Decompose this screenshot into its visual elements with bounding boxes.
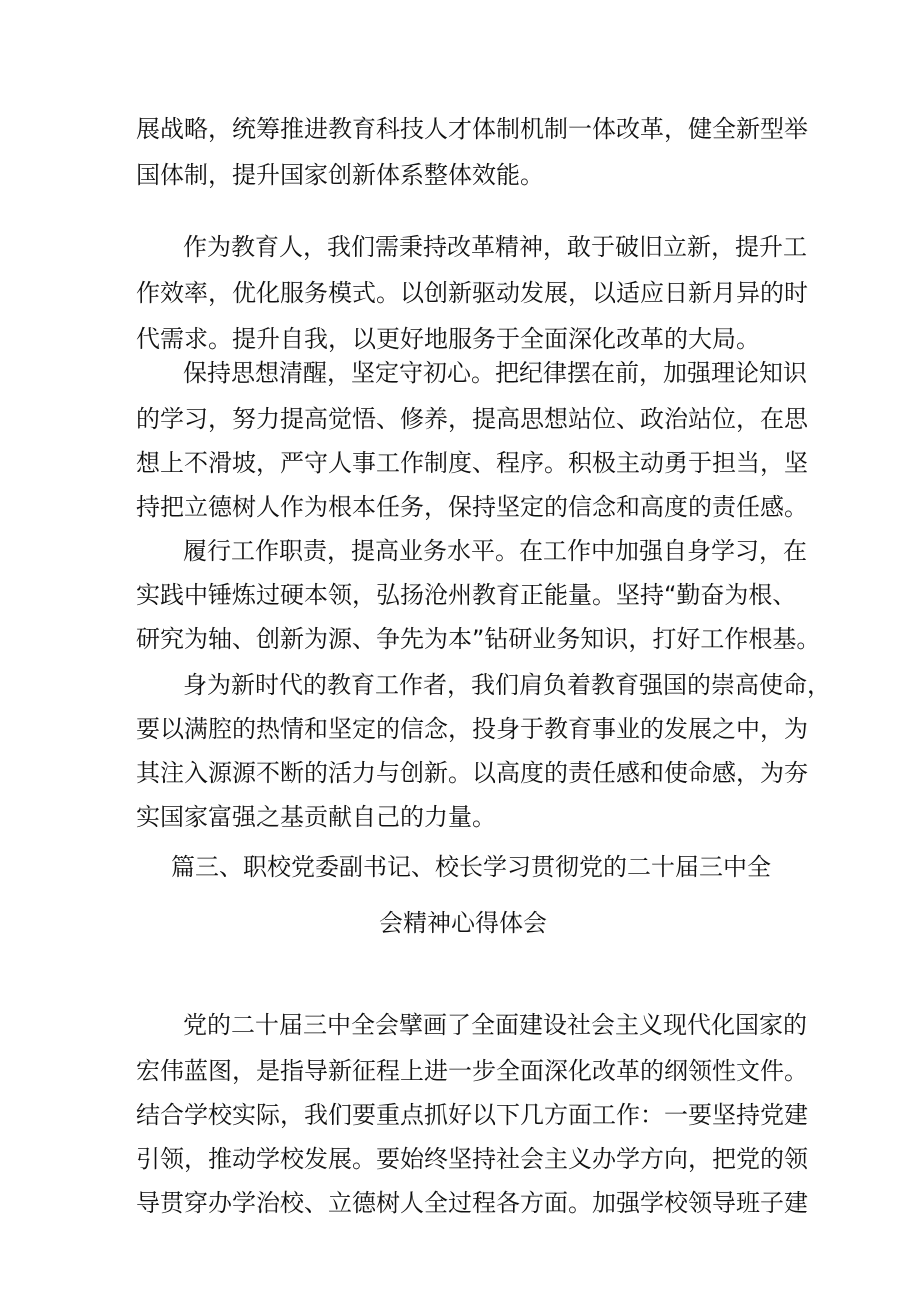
paragraph-first-line: 身为新时代的教育工作者，我们肩负着教育强国的崇高使命， [183, 671, 831, 699]
body-text-line: 展战略，统筹推进教育科技人才体制机制一体改革，健全新型举 [136, 115, 808, 143]
body-text-line: 其注入源源不断的活力与创新。以高度的责任感和使命感，为夯 [136, 759, 808, 787]
body-text-line: 导贯穿办学治校、立德树人全过程各方面。加强学校领导班子建 [136, 1189, 808, 1217]
body-text-line: 要以满腔的热情和坚定的信念，投身于教育事业的发展之中，为 [136, 715, 808, 743]
section-heading-continued: 会精神心得体会 [379, 909, 547, 937]
body-text-line: 结合学校实际，我们要重点抓好以下几方面工作：一要坚持党建 [136, 1101, 808, 1129]
body-text-line: 持把立德树人作为根本任务，保持坚定的信念和高度的责任感。 [136, 493, 808, 521]
paragraph-first-line: 保持思想清醒，坚定守初心。把纪律摆在前，加强理论知识 [183, 359, 807, 387]
body-text-line: 想上不滑坡，严守人事工作制度、程序。积极主动勇于担当，坚 [136, 449, 808, 477]
body-text-line: 国体制，提升国家创新体系整体效能。 [136, 161, 544, 189]
section-heading: 篇三、职校党委副书记、校长学习贯彻党的二十届三中全 [171, 853, 771, 881]
body-text-line: 的学习，努力提高觉悟、修养，提高思想站位、政治站位，在思 [136, 405, 808, 433]
body-text-line: 研究为轴、创新为源、争先为本”钻研业务知识，打好工作根基。 [136, 625, 821, 653]
body-text-line: 作效率，优化服务模式。以创新驱动发展，以适应日新月异的时 [136, 279, 808, 307]
body-text-line: 实国家富强之基贡献自己的力量。 [136, 803, 496, 831]
body-text-line: 代需求。提升自我，以更好地服务于全面深化改革的大局。 [136, 325, 760, 353]
body-text-line: 宏伟蓝图，是指导新征程上进一步全面深化改革的纲领性文件。 [136, 1057, 808, 1085]
body-text-line: 引领，推动学校发展。要始终坚持社会主义办学方向，把党的领 [136, 1145, 808, 1173]
paragraph-first-line: 履行工作职责，提高业务水平。在工作中加强自身学习，在 [183, 537, 807, 565]
paragraph-first-line: 作为教育人，我们需秉持改革精神，敢于破旧立新，提升工 [183, 233, 807, 261]
body-text-line: 实践中锤炼过硬本领，弘扬沧州教育正能量。坚持“勤奋为根、 [136, 581, 797, 609]
paragraph-first-line: 党的二十届三中全会擘画了全面建设社会主义现代化国家的 [183, 1011, 807, 1039]
